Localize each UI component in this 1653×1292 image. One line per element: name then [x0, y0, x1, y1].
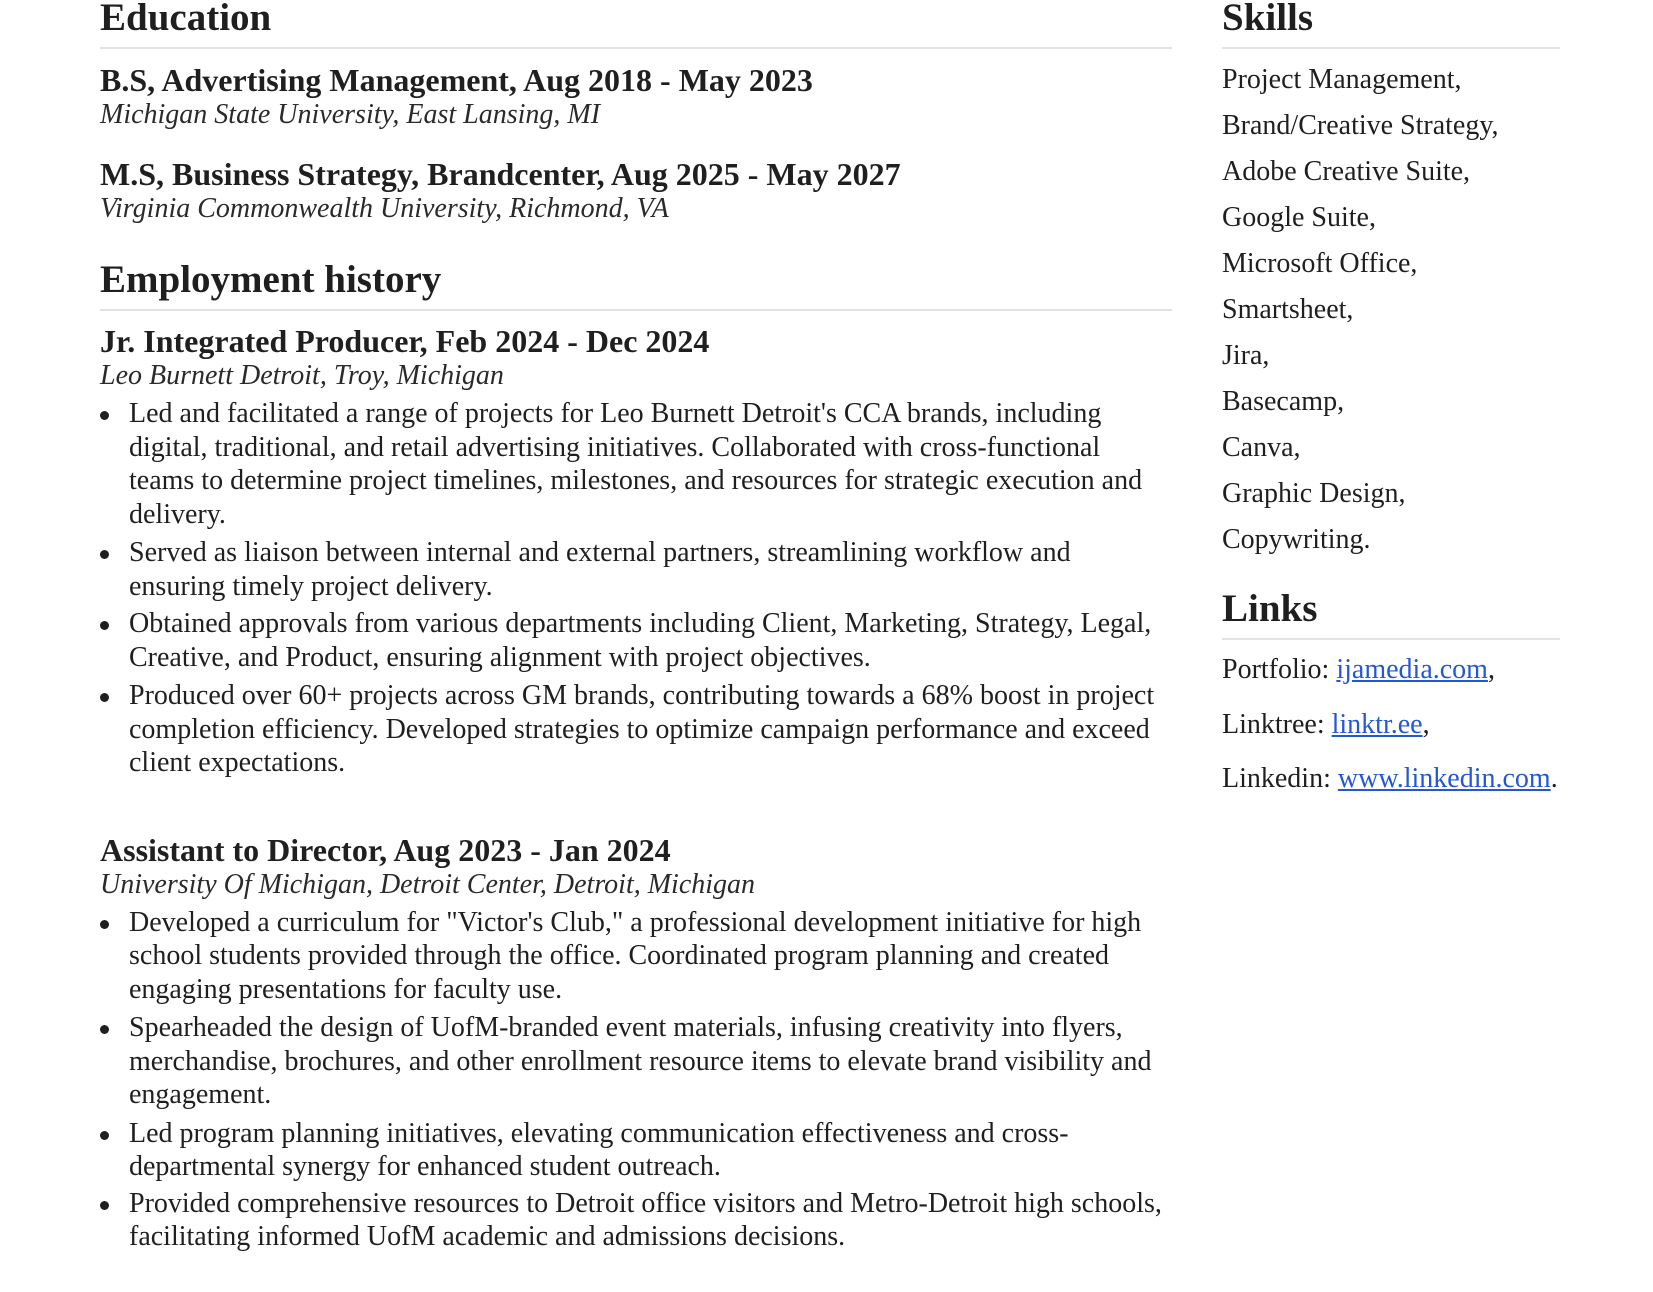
- job-title: Assistant to Director, Aug 2023 - Jan 2024: [100, 831, 671, 868]
- skill-item: Graphic Design,: [1222, 478, 1406, 509]
- skill-item: Microsoft Office,: [1222, 248, 1418, 279]
- degree-title: M.S, Business Strategy, Brandcenter, Aug 2025 - May 2027: [100, 156, 901, 192]
- bullet-item: Led and facilitated a range of projects for Leo Burnett Detroit's CCA brands, including digital, traditional, and retail advertising initiatives. Collaborated with cross-functional teams to determine project timelines, milestones, and resources for strategic execution and delivery.: [100, 397, 1172, 531]
- education-section: [100, 0, 1172, 226]
- skill-item: Brand/Creative Strategy,: [1222, 110, 1499, 141]
- link-label: Linkedin:: [1222, 763, 1338, 794]
- education-entry: [100, 62, 1172, 132]
- bullet-item: Spearheaded the design of UofM-branded event materials, infusing creativity into flyers, merchandise, brochures, and other enrollment resource items to elevate brand visibility and engagement.: [100, 1011, 1172, 1112]
- degree-title: B.S, Advertising Management, Aug 2018 - May 2023: [100, 62, 813, 98]
- link-suffix: .: [1550, 763, 1558, 794]
- bullet-item: Provided comprehensive resources to Detroit office visitors and Metro-Detroit high schools, facilitating informed UofM academic and admissions decisions.: [100, 1187, 1172, 1254]
- portfolio-link[interactable]: ijamedia.com: [1336, 654, 1488, 685]
- school-name: Virginia Commonwealth University, Richmond, VA: [100, 193, 669, 224]
- link-suffix: ,: [1487, 654, 1495, 685]
- employment-section: [100, 260, 1172, 1254]
- link-item-portfolio: [1222, 643, 1560, 698]
- job-bullets: [100, 906, 1172, 1254]
- employment-heading: Employment history: [100, 260, 1172, 311]
- skills-list: [1222, 57, 1560, 563]
- bullet-item: Served as liaison between internal and external partners, streamlining workflow and ensuring timely project delivery.: [100, 536, 1172, 603]
- skills-heading: Skills: [1222, 0, 1560, 49]
- education-entry: [100, 156, 1172, 226]
- job-bullets: [100, 397, 1172, 780]
- skill-item: Copywriting.: [1222, 524, 1371, 555]
- job-title: Jr. Integrated Producer, Feb 2024 - Dec 2024: [100, 323, 710, 359]
- skill-item: Jira,: [1222, 340, 1270, 371]
- bullet-item: Developed a curriculum for "Victor's Club," a professional development initiative for high school students provided through the office. Coordinated program planning and created engaging presentations for faculty use.: [100, 906, 1172, 1007]
- skill-item: Smartsheet,: [1222, 294, 1354, 325]
- link-label: Linktree:: [1222, 708, 1332, 740]
- main-column: [100, 0, 1172, 1254]
- links-heading: Links: [1222, 589, 1560, 640]
- education-heading: Education: [100, 0, 1172, 49]
- bullet-item: Produced over 60+ projects across GM brands, contributing towards a 68% boost in project completion efficiency. Developed strategies to optimize campaign performance and exceed client expectations.: [100, 679, 1172, 780]
- bullet-item: Led program planning initiatives, elevating communication effectiveness and cross-departmental synergy for enhanced student outreach.: [100, 1117, 1172, 1184]
- link-label: Portfolio:: [1222, 654, 1337, 685]
- job-entry: [100, 323, 1172, 780]
- sidebar-column: [1222, 0, 1560, 807]
- skill-item: Canva,: [1222, 432, 1301, 463]
- linkedin-link[interactable]: www.linkedin.com: [1337, 763, 1551, 794]
- bullet-item: Obtained approvals from various departments including Client, Marketing, Strategy, Legal, Creative, and Product, ensuring alignment with project objectives.: [100, 607, 1172, 674]
- skill-item: Project Management,: [1222, 64, 1462, 95]
- links-section: [1222, 589, 1560, 807]
- job-entry: [100, 832, 1172, 1254]
- links-list: [1222, 643, 1560, 807]
- linktree-link[interactable]: linktr.ee: [1331, 708, 1423, 740]
- link-suffix: ,: [1422, 708, 1430, 740]
- job-employer: Leo Burnett Detroit, Troy, Michigan: [100, 360, 504, 391]
- skills-section: [1222, 0, 1560, 563]
- skill-item: Basecamp,: [1222, 386, 1345, 417]
- skill-item: Adobe Creative Suite,: [1222, 156, 1471, 187]
- link-item-linktree: [1222, 698, 1560, 753]
- skill-item: Google Suite,: [1222, 202, 1376, 233]
- job-employer: University Of Michigan, Detroit Center, Detroit, Michigan: [100, 868, 756, 900]
- school-name: Michigan State University, East Lansing, MI: [100, 99, 601, 130]
- link-item-linkedin: [1222, 752, 1560, 807]
